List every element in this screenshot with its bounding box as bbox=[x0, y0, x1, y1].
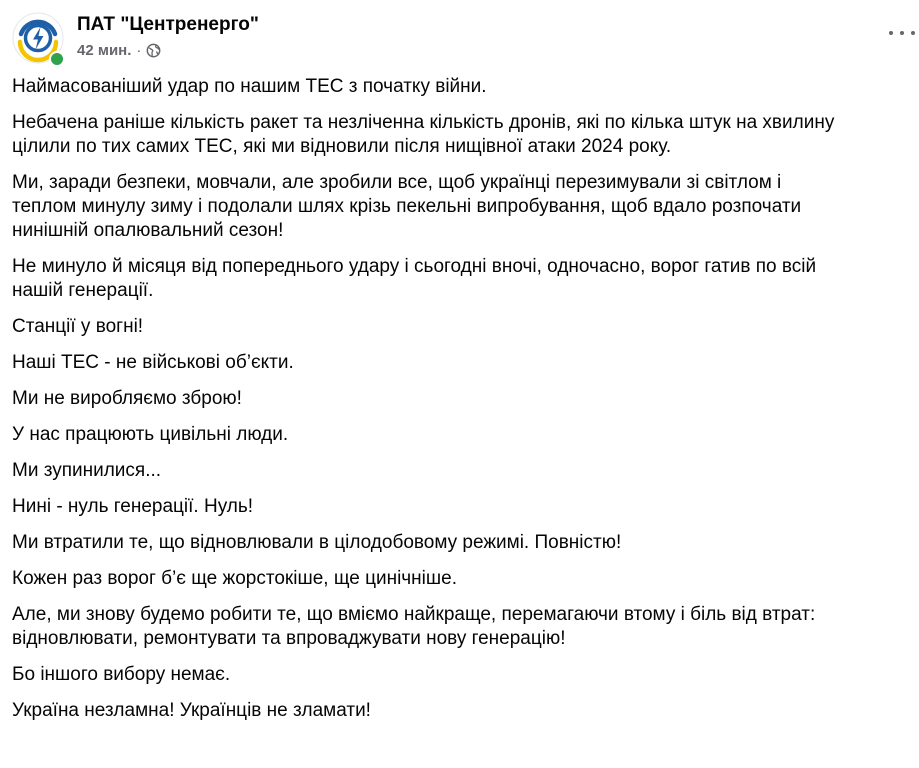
post-paragraph bbox=[12, 171, 919, 243]
post-text-line: Наші ТЕС - не військові об’єкти. bbox=[12, 352, 294, 373]
more-dot bbox=[900, 31, 904, 35]
post-text-line: нашій генерації. bbox=[12, 280, 154, 301]
post-paragraph bbox=[12, 495, 919, 519]
post-text-line: Станції у вогні! bbox=[12, 316, 144, 337]
post-text-line: відновлювати, ремонтувати та впроваджувати нову генерацію! bbox=[12, 628, 566, 649]
page-avatar[interactable] bbox=[12, 12, 64, 64]
post-text-line: Україна незламна! Українців не зламати! bbox=[12, 700, 371, 721]
post-text-line: нинішній опалювальний сезон! bbox=[12, 220, 284, 241]
post-meta bbox=[77, 42, 161, 59]
post-paragraph bbox=[12, 663, 919, 687]
post-text-line: Не минуло й місяця від попереднього удару і сьогодні вночі, одночасно, ворог гатив по всій bbox=[12, 256, 817, 277]
post-text-line: Ми зупинилися... bbox=[12, 460, 162, 481]
post-text-line: Але, ми знову будемо робити те, що вміємо найкраще, перемагаючи втому і біль від втрат: bbox=[12, 604, 816, 625]
post-text-line: Ми втратили те, що відновлювали в цілодобовому режимі. Повністю! bbox=[12, 532, 622, 553]
more-dot bbox=[911, 31, 915, 35]
meta-separator: · bbox=[136, 42, 142, 59]
post-text bbox=[12, 75, 919, 735]
post-paragraph bbox=[12, 567, 919, 591]
post-header bbox=[12, 10, 919, 66]
post-paragraph bbox=[12, 255, 919, 303]
post-text-line: У нас працюють цивільні люди. bbox=[12, 424, 289, 445]
post-paragraph bbox=[12, 351, 919, 375]
post-text-line: Бо іншого вибору немає. bbox=[12, 664, 231, 685]
post-paragraph bbox=[12, 459, 919, 483]
more-options-button[interactable] bbox=[889, 22, 915, 44]
post-paragraph bbox=[12, 423, 919, 447]
post-paragraph bbox=[12, 75, 919, 99]
post-text-line: теплом минулу зиму і подолали шлях крізь пекельні випробування, щоб вдало розпочати bbox=[12, 196, 802, 217]
post-paragraph bbox=[12, 111, 919, 159]
globe-icon[interactable] bbox=[146, 43, 161, 58]
page-name-link[interactable]: ПАТ "Центренерго" bbox=[77, 14, 259, 35]
more-horizontal-icon bbox=[889, 31, 893, 35]
post-text-line: Нині - нуль генерації. Нуль! bbox=[12, 496, 254, 517]
post-text-line: Ми, заради безпеки, мовчали, але зробили все, щоб українці перезимували зі світлом і bbox=[12, 172, 782, 193]
post-text-line: Небачена раніше кількість ракет та незліченна кількість дронів, які по кілька штук на хвилину bbox=[12, 112, 835, 133]
post-paragraph bbox=[12, 699, 919, 723]
post-timestamp[interactable]: 42 мин. bbox=[77, 42, 132, 59]
post-paragraph bbox=[12, 603, 919, 651]
post-text-line: Кожен раз ворог б’є ще жорстокіше, ще цинічніше. bbox=[12, 568, 457, 589]
post-paragraph bbox=[12, 387, 919, 411]
post-text-line: цілили по тих самих ТЕС, які ми відновили після нищівної атаки 2024 року. bbox=[12, 136, 672, 157]
online-status-dot bbox=[49, 51, 65, 67]
post-text-line: Наймасованіший удар по нашим ТЕС з початку війни. bbox=[12, 76, 487, 97]
post-text-line: Ми не виробляємо зброю! bbox=[12, 388, 242, 409]
post-paragraph bbox=[12, 315, 919, 339]
post-paragraph bbox=[12, 531, 919, 555]
